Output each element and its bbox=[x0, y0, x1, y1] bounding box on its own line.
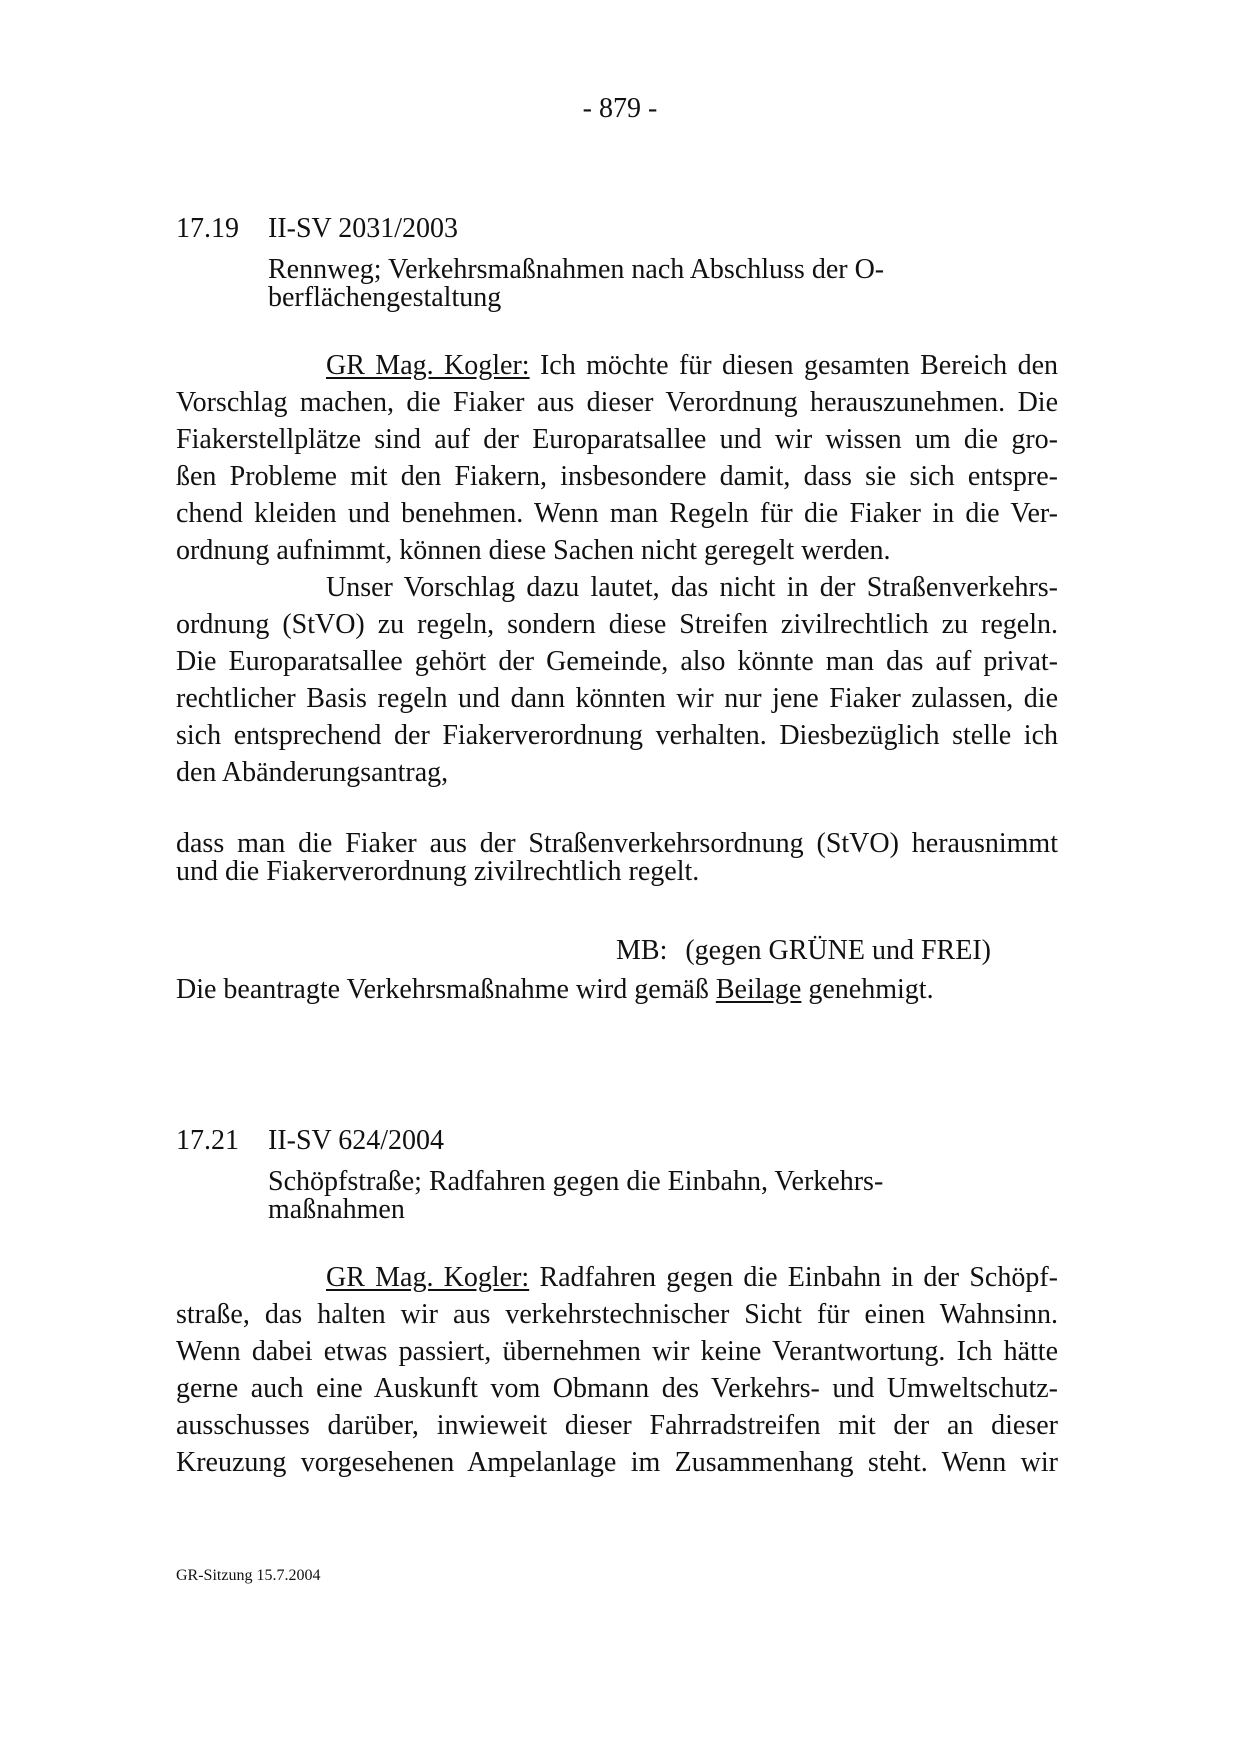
speech-paragraph bbox=[176, 1259, 1058, 1481]
vote-text: (gegen GRÜNE und FREI) bbox=[685, 935, 991, 966]
speech-line: Fiakerstellplätze sind auf der Europaratsallee und wir wissen um die gro- bbox=[176, 424, 1058, 455]
footer-session-date: GR-Sitzung 15.7.2004 bbox=[176, 1567, 321, 1584]
speech-line: GR Mag. Kogler: Ich möchte für diesen gesamten Bereich den bbox=[326, 350, 1058, 381]
motion-line: dass man die Fiaker aus der Straßenverkehrsordnung (StVO) herausnimmt bbox=[176, 828, 1058, 859]
item-reference: II-SV 2031/2003 bbox=[268, 213, 459, 244]
speech-line: ordnung (StVO) zu regeln, sondern diese Streifen zivilrechtlich zu regeln. bbox=[176, 609, 1058, 640]
speech-line: Wenn dabei etwas passiert, übernehmen wir keine Verantwortung. Ich hätte bbox=[176, 1336, 1058, 1367]
item-title-line: maßnahmen bbox=[268, 1194, 405, 1225]
speech-line: Unser Vorschlag dazu lautet, das nicht in der Straßenverkehrs- bbox=[326, 572, 1058, 603]
item-number: 17.19 bbox=[176, 213, 239, 244]
speech-paragraph-2 bbox=[176, 569, 1058, 791]
speech-line: ordnung aufnimmt, können diese Sachen nicht geregelt werden. bbox=[176, 535, 891, 566]
speech-line: ßen Probleme mit den Fiakern, insbesondere damit, dass sie sich entspre- bbox=[176, 461, 1058, 492]
speaker-name: GR Mag. Kogler: bbox=[326, 350, 530, 381]
speech-line: Kreuzung vorgesehenen Ampelanlage im Zusammenhang steht. Wenn wir bbox=[176, 1447, 1058, 1478]
vote-label: MB: bbox=[616, 935, 668, 966]
speech-line: gerne auch eine Auskunft vom Obmann des Verkehrs- und Umweltschutz- bbox=[176, 1373, 1058, 1404]
speaker-name: GR Mag. Kogler: bbox=[326, 1262, 530, 1293]
speech-line: sich entsprechend der Fiakerverordnung verhalten. Diesbezüglich stelle ich bbox=[176, 720, 1058, 751]
speech-line: den Abänderungsantrag, bbox=[176, 757, 449, 788]
beilage-link[interactable]: Beilage bbox=[715, 974, 802, 1005]
speech-paragraph bbox=[176, 347, 1058, 569]
speech-line: chend kleiden und benehmen. Wenn man Regeln für die Fiaker in die Ver- bbox=[176, 498, 1058, 529]
motion-text bbox=[176, 830, 1058, 886]
speech-line: ausschusses darüber, inwieweit dieser Fahrradstreifen mit der an dieser bbox=[176, 1410, 1058, 1441]
item-title-line: Rennweg; Verkehrsmaßnahmen nach Abschluss der O- bbox=[268, 254, 885, 285]
item-title-line: berflächengestaltung bbox=[268, 282, 502, 313]
motion-line: und die Fiakerverordnung zivilrechtlich regelt. bbox=[176, 856, 700, 887]
speech-line: GR Mag. Kogler: Radfahren gegen die Einbahn in der Schöpf- bbox=[326, 1262, 1058, 1293]
page-number: - 879 - bbox=[582, 93, 658, 124]
decision-text: Die beantragte Verkehrsmaßnahme wird gemäß Beilage genehmigt. bbox=[176, 974, 934, 1005]
item-title bbox=[268, 1168, 948, 1224]
vote-result bbox=[616, 934, 991, 968]
item-title bbox=[268, 256, 948, 312]
speech-line: Die Europaratsallee gehört der Gemeinde, also könnte man das auf privat- bbox=[176, 646, 1058, 677]
speech-line: Vorschlag machen, die Fiaker aus dieser Verordnung herauszunehmen. Die bbox=[176, 387, 1058, 418]
speech-line: straße, das halten wir aus verkehrstechnischer Sicht für einen Wahnsinn. bbox=[176, 1299, 1058, 1330]
item-reference: II-SV 624/2004 bbox=[268, 1125, 445, 1156]
item-number: 17.21 bbox=[176, 1125, 239, 1156]
item-title-line: Schöpfstraße; Radfahren gegen die Einbahn, Verkehrs- bbox=[268, 1166, 884, 1197]
speech-line: rechtlicher Basis regeln und dann könnten wir nur jene Fiaker zulassen, die bbox=[176, 683, 1058, 714]
